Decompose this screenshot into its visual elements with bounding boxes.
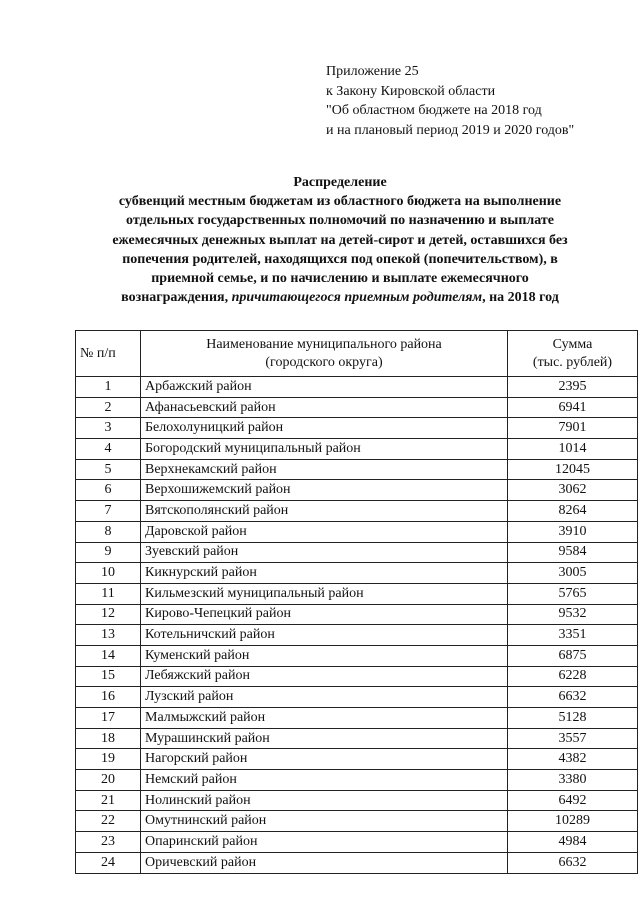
heading-line-6-part-a: вознаграждения, [121,290,232,306]
table-header-row [76,331,638,377]
row-sum: 4984 [508,832,638,853]
row-number: 3 [76,418,141,439]
document-heading [60,173,620,307]
appendix-line-2: к Закону Кировской области [326,83,496,99]
row-sum: 2395 [508,377,638,398]
table-row [76,832,638,853]
row-sum: 7901 [508,418,638,439]
row-sum: 8264 [508,501,638,522]
table-row [76,563,638,584]
row-sum: 12045 [508,459,638,480]
row-district-name: Кильмезский муниципальный район [141,583,508,604]
row-sum: 5765 [508,583,638,604]
row-sum: 1014 [508,439,638,460]
row-number: 1 [76,377,141,398]
row-district-name: Богородский муниципальный район [141,439,508,460]
heading-title: Распределение [293,175,387,190]
row-district-name: Вятскополянский район [141,501,508,522]
table-row [76,645,638,666]
row-sum: 6228 [508,666,638,687]
row-district-name: Мурашинский район [141,728,508,749]
row-number: 14 [76,645,141,666]
table-row [76,480,638,501]
row-district-name: Нагорский район [141,749,508,770]
row-sum: 6941 [508,397,638,418]
row-district-name: Зуевский район [141,542,508,563]
row-number: 16 [76,687,141,708]
row-district-name: Оричевский район [141,852,508,873]
row-number: 11 [76,583,141,604]
table-body [76,377,638,874]
row-number: 18 [76,728,141,749]
header-name-line-1: Наименование муниципального района [206,336,442,352]
row-number: 21 [76,790,141,811]
row-number: 9 [76,542,141,563]
heading-line-6-part-c: , на 2018 год [482,290,559,306]
row-district-name: Белохолуницкий район [141,418,508,439]
table-row [76,852,638,873]
row-district-name: Лузский район [141,687,508,708]
table-row [76,604,638,625]
row-number: 23 [76,832,141,853]
header-district-name [141,331,508,377]
heading-line-1: субвенций местным бюджетам из областного бюджета на выполнение [118,194,562,210]
row-number: 17 [76,708,141,729]
table-row [76,728,638,749]
appendix-line-3: "Об областном бюджете на 2018 год [326,103,542,118]
row-number: 15 [76,666,141,687]
row-district-name: Куменский район [141,645,508,666]
table-row [76,501,638,522]
row-sum: 6875 [508,645,638,666]
row-district-name: Малмыжский район [141,708,508,729]
row-sum: 6632 [508,687,638,708]
row-sum: 3351 [508,625,638,646]
appendix-reference [326,62,626,140]
table-row [76,459,638,480]
heading-line-5: приемной семье, и по начислению и выплате ежемесячного [151,271,529,287]
row-district-name: Арбажский район [141,377,508,398]
header-sum-line-2: (тыс. рублей) [532,354,613,370]
row-number: 4 [76,439,141,460]
row-sum: 3557 [508,728,638,749]
row-district-name: Верхнекамский район [141,459,508,480]
row-sum: 3910 [508,521,638,542]
row-number: 19 [76,749,141,770]
row-sum: 4382 [508,749,638,770]
row-district-name: Нолинский район [141,790,508,811]
distribution-table [75,330,638,874]
table-row [76,687,638,708]
table-row [76,625,638,646]
row-number: 10 [76,563,141,584]
row-number: 2 [76,397,141,418]
header-sum [508,331,638,377]
row-number: 24 [76,852,141,873]
row-sum: 6632 [508,852,638,873]
row-sum: 3005 [508,563,638,584]
header-name-line-2: (городского округа) [265,354,383,370]
row-district-name: Омутнинский район [141,811,508,832]
row-number: 8 [76,521,141,542]
table-row [76,749,638,770]
row-district-name: Опаринский район [141,832,508,853]
heading-line-2: отдельных государственных полномочий по назначению и выплате [126,213,554,229]
row-district-name: Верхошижемский район [141,480,508,501]
heading-line-6 [60,288,620,307]
row-sum: 10289 [508,811,638,832]
row-number: 6 [76,480,141,501]
row-sum: 6492 [508,790,638,811]
table-row [76,583,638,604]
row-sum: 9584 [508,542,638,563]
table-row [76,708,638,729]
table-row [76,666,638,687]
table-row [76,542,638,563]
header-number: № п/п [76,331,141,377]
row-sum: 3062 [508,480,638,501]
table-row [76,377,638,398]
row-number: 20 [76,770,141,791]
row-district-name: Даровской район [141,521,508,542]
heading-line-3: ежемесячных денежных выплат на детей-сирот и детей, оставшихся без [112,232,568,248]
row-sum: 5128 [508,708,638,729]
row-number: 13 [76,625,141,646]
row-number: 7 [76,501,141,522]
table-row [76,811,638,832]
table-row [76,770,638,791]
row-district-name: Афанасьевский район [141,397,508,418]
heading-line-4: попечения родителей, находящихся под опекой (попечительством), в [122,251,558,267]
row-number: 12 [76,604,141,625]
row-district-name: Котельничский район [141,625,508,646]
appendix-line-4: и на плановый период 2019 и 2020 годов" [326,122,575,138]
table-row [76,418,638,439]
heading-line-6-part-b: причитающегося приемным родителям [231,290,483,306]
row-number: 5 [76,459,141,480]
table-row [76,439,638,460]
row-district-name: Кикнурский район [141,563,508,584]
row-number: 22 [76,811,141,832]
header-sum-line-1: Сумма [552,336,593,352]
table-row [76,521,638,542]
row-sum: 9532 [508,604,638,625]
row-district-name: Лебяжский район [141,666,508,687]
row-sum: 3380 [508,770,638,791]
table-row [76,397,638,418]
row-district-name: Немский район [141,770,508,791]
appendix-line-1: Приложение 25 [326,64,419,79]
table-row [76,790,638,811]
row-district-name: Кирово-Чепецкий район [141,604,508,625]
